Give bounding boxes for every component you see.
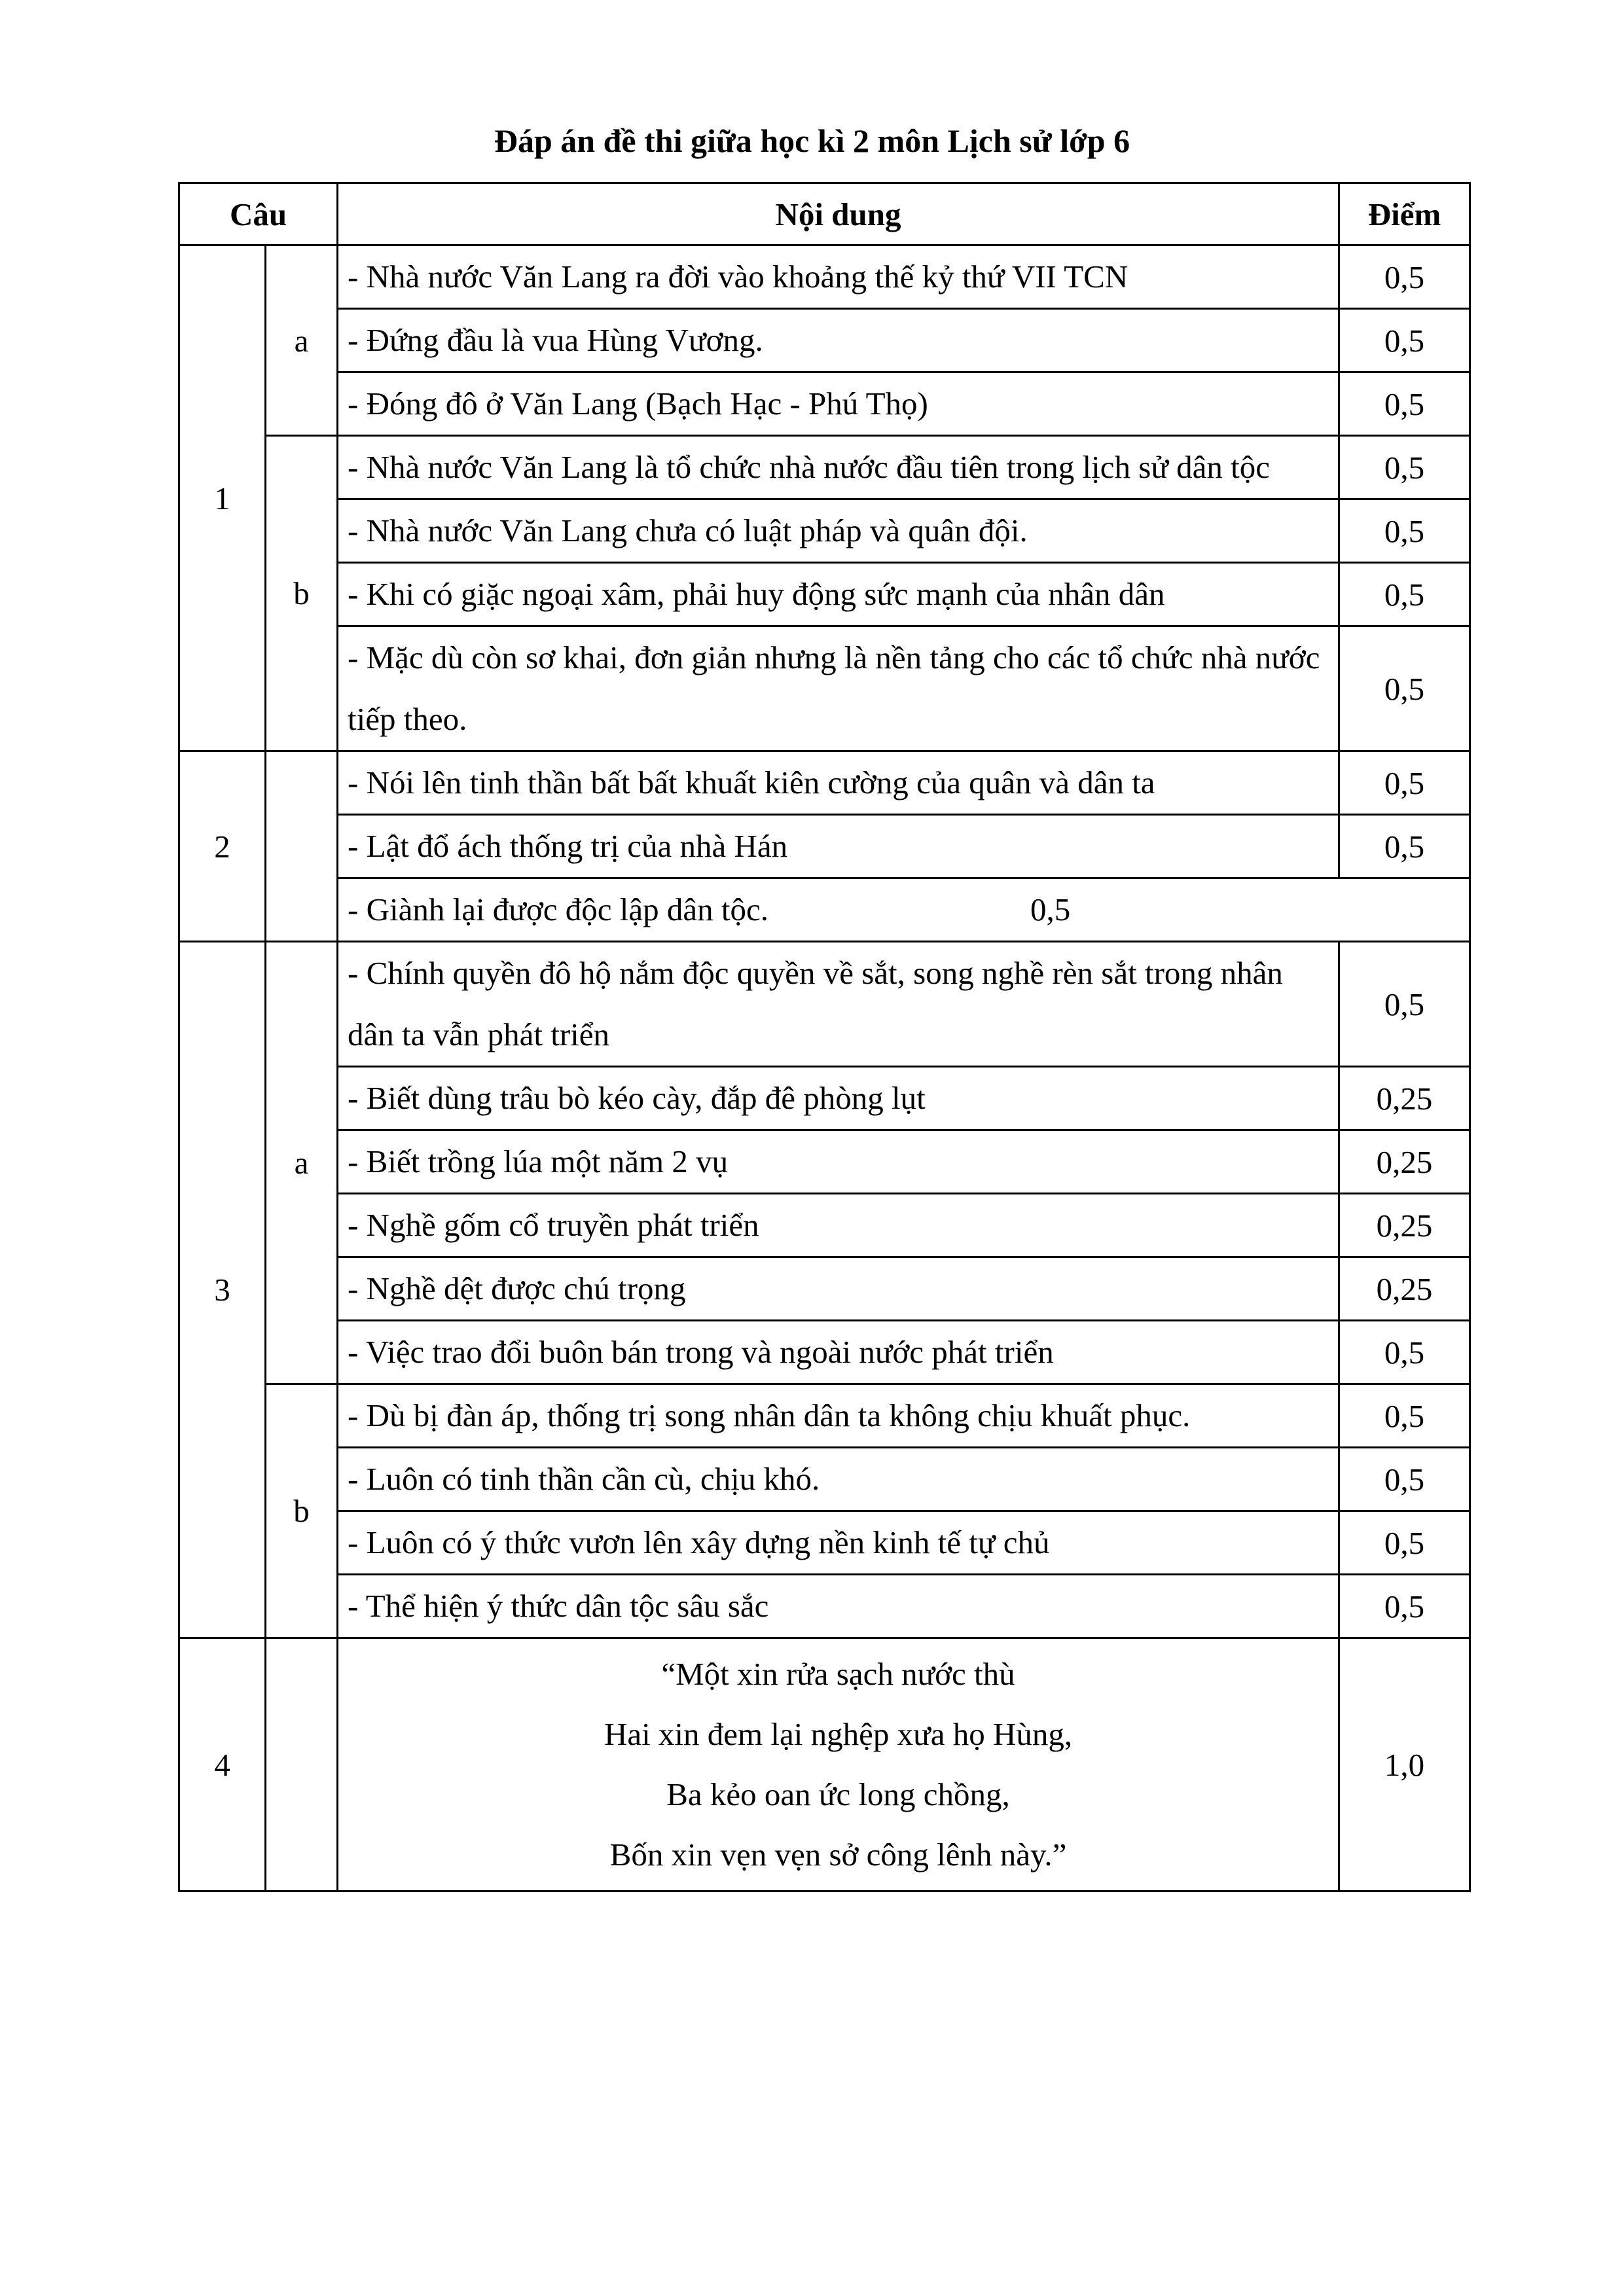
question-number: 2 (179, 751, 266, 942)
table-row (179, 815, 1470, 878)
table-row (179, 372, 1470, 436)
page-title: Đáp án đề thi giữa học kì 2 môn Lịch sử lớp 6 (494, 122, 1130, 159)
answer-text: - Nhà nước Văn Lang ra đời vào khoảng thế kỷ thứ VII TCN (338, 245, 1339, 309)
table-row (179, 563, 1470, 626)
answer-points: 0,25 (1339, 1257, 1470, 1321)
answer-text: - Nghề gốm cổ truyền phát triển (338, 1194, 1339, 1257)
answer-text: - Luôn có ý thức vươn lên xây dựng nền kinh tế tự chủ (338, 1511, 1339, 1575)
answer-text: - Nói lên tinh thần bất bất khuất kiên cường của quân và dân ta (338, 751, 1339, 815)
answer-text: - Luôn có tinh thần cần cù, chịu khó. (338, 1448, 1339, 1511)
answer-text-merged (338, 878, 1470, 942)
sub-label-empty (266, 751, 338, 942)
poem-line: Bốn xin vẹn vẹn sở công lênh này.” (609, 1837, 1067, 1873)
answer-points: 0,5 (1339, 1448, 1470, 1511)
answer-text: - Biết trồng lúa một năm 2 vụ (338, 1130, 1339, 1194)
table-row (179, 309, 1470, 372)
answer-text: - Đóng đô ở Văn Lang (Bạch Hạc - Phú Thọ) (338, 372, 1339, 436)
poem-line: “Một xin rửa sạch nước thù (661, 1656, 1015, 1692)
table-row (179, 942, 1470, 1067)
table-row (179, 1511, 1470, 1575)
poem-line: Hai xin đem lại nghệp xưa họ Hùng, (604, 1716, 1073, 1752)
answer-text: - Mặc dù còn sơ khai, đơn giản nhưng là nền tảng cho các tổ chức nhà nước tiếp theo. (338, 626, 1339, 751)
answer-text: - Lật đổ ách thống trị của nhà Hán (338, 815, 1339, 878)
poem-cell (338, 1638, 1339, 1892)
question-number: 3 (179, 942, 266, 1638)
question-number: 1 (179, 245, 266, 751)
sub-label: a (266, 245, 338, 436)
answer-text: - Chính quyền đô hộ nắm độc quyền về sắt, song nghề rèn sắt trong nhân dân ta vẫn phát triển (338, 942, 1339, 1067)
answer-points: 0,5 (1030, 891, 1071, 927)
table-row (179, 1448, 1470, 1511)
answer-text: - Biết dùng trâu bò kéo cày, đắp đê phòng lụt (338, 1067, 1339, 1130)
answer-points: 1,0 (1339, 1638, 1470, 1892)
header-cau: Câu (179, 183, 338, 245)
answer-text: - Giành lại được độc lập dân tộc. (348, 891, 768, 927)
answer-points: 0,5 (1339, 626, 1470, 751)
sub-label: b (266, 436, 338, 751)
answer-text: - Nhà nước Văn Lang là tổ chức nhà nước đầu tiên trong lịch sử dân tộc (338, 436, 1339, 499)
sub-label: a (266, 942, 338, 1384)
table-row (179, 1257, 1470, 1321)
answer-points: 0,5 (1339, 1384, 1470, 1448)
answer-text: - Thể hiện ý thức dân tộc sâu sắc (338, 1575, 1339, 1638)
table-row (179, 1067, 1470, 1130)
answer-table (178, 182, 1471, 1892)
answer-points: 0,25 (1339, 1194, 1470, 1257)
answer-points: 0,5 (1339, 499, 1470, 563)
table-row (179, 499, 1470, 563)
table-row (179, 1321, 1470, 1384)
answer-text: - Nghề dệt được chú trọng (338, 1257, 1339, 1321)
table-row (179, 1384, 1470, 1448)
header-diem: Điểm (1339, 183, 1470, 245)
answer-points: 0,25 (1339, 1067, 1470, 1130)
table-row (179, 1194, 1470, 1257)
answer-points: 0,5 (1339, 563, 1470, 626)
table-row (179, 1638, 1470, 1892)
answer-points: 0,5 (1339, 1511, 1470, 1575)
header-row (179, 183, 1470, 245)
table-row (179, 1130, 1470, 1194)
sub-label: b (266, 1384, 338, 1638)
table-row (179, 626, 1470, 751)
answer-text: - Nhà nước Văn Lang chưa có luật pháp và quân đội. (338, 499, 1339, 563)
header-noidung: Nội dung (338, 183, 1339, 245)
table-row (179, 878, 1470, 942)
question-number: 4 (179, 1638, 266, 1892)
answer-points: 0,5 (1339, 1321, 1470, 1384)
answer-points: 0,5 (1339, 815, 1470, 878)
answer-points: 0,5 (1339, 372, 1470, 436)
answer-points: 0,5 (1339, 309, 1470, 372)
answer-points: 0,5 (1339, 436, 1470, 499)
sub-label-empty (266, 1638, 338, 1892)
answer-points: 0,5 (1339, 245, 1470, 309)
answer-text: - Đứng đầu là vua Hùng Vương. (338, 309, 1339, 372)
answer-points: 0,5 (1339, 942, 1470, 1067)
answer-points: 0,25 (1339, 1130, 1470, 1194)
answer-text: - Việc trao đổi buôn bán trong và ngoài nước phát triển (338, 1321, 1339, 1384)
answer-points: 0,5 (1339, 751, 1470, 815)
table-row (179, 751, 1470, 815)
table-row (179, 245, 1470, 309)
answer-points: 0,5 (1339, 1575, 1470, 1638)
answer-text: - Khi có giặc ngoại xâm, phải huy động sức mạnh của nhân dân (338, 563, 1339, 626)
table-row (179, 1575, 1470, 1638)
table-row (179, 436, 1470, 499)
poem-line: Ba kẻo oan ức long chồng, (666, 1776, 1010, 1812)
answer-text: - Dù bị đàn áp, thống trị song nhân dân ta không chịu khuất phục. (338, 1384, 1339, 1448)
